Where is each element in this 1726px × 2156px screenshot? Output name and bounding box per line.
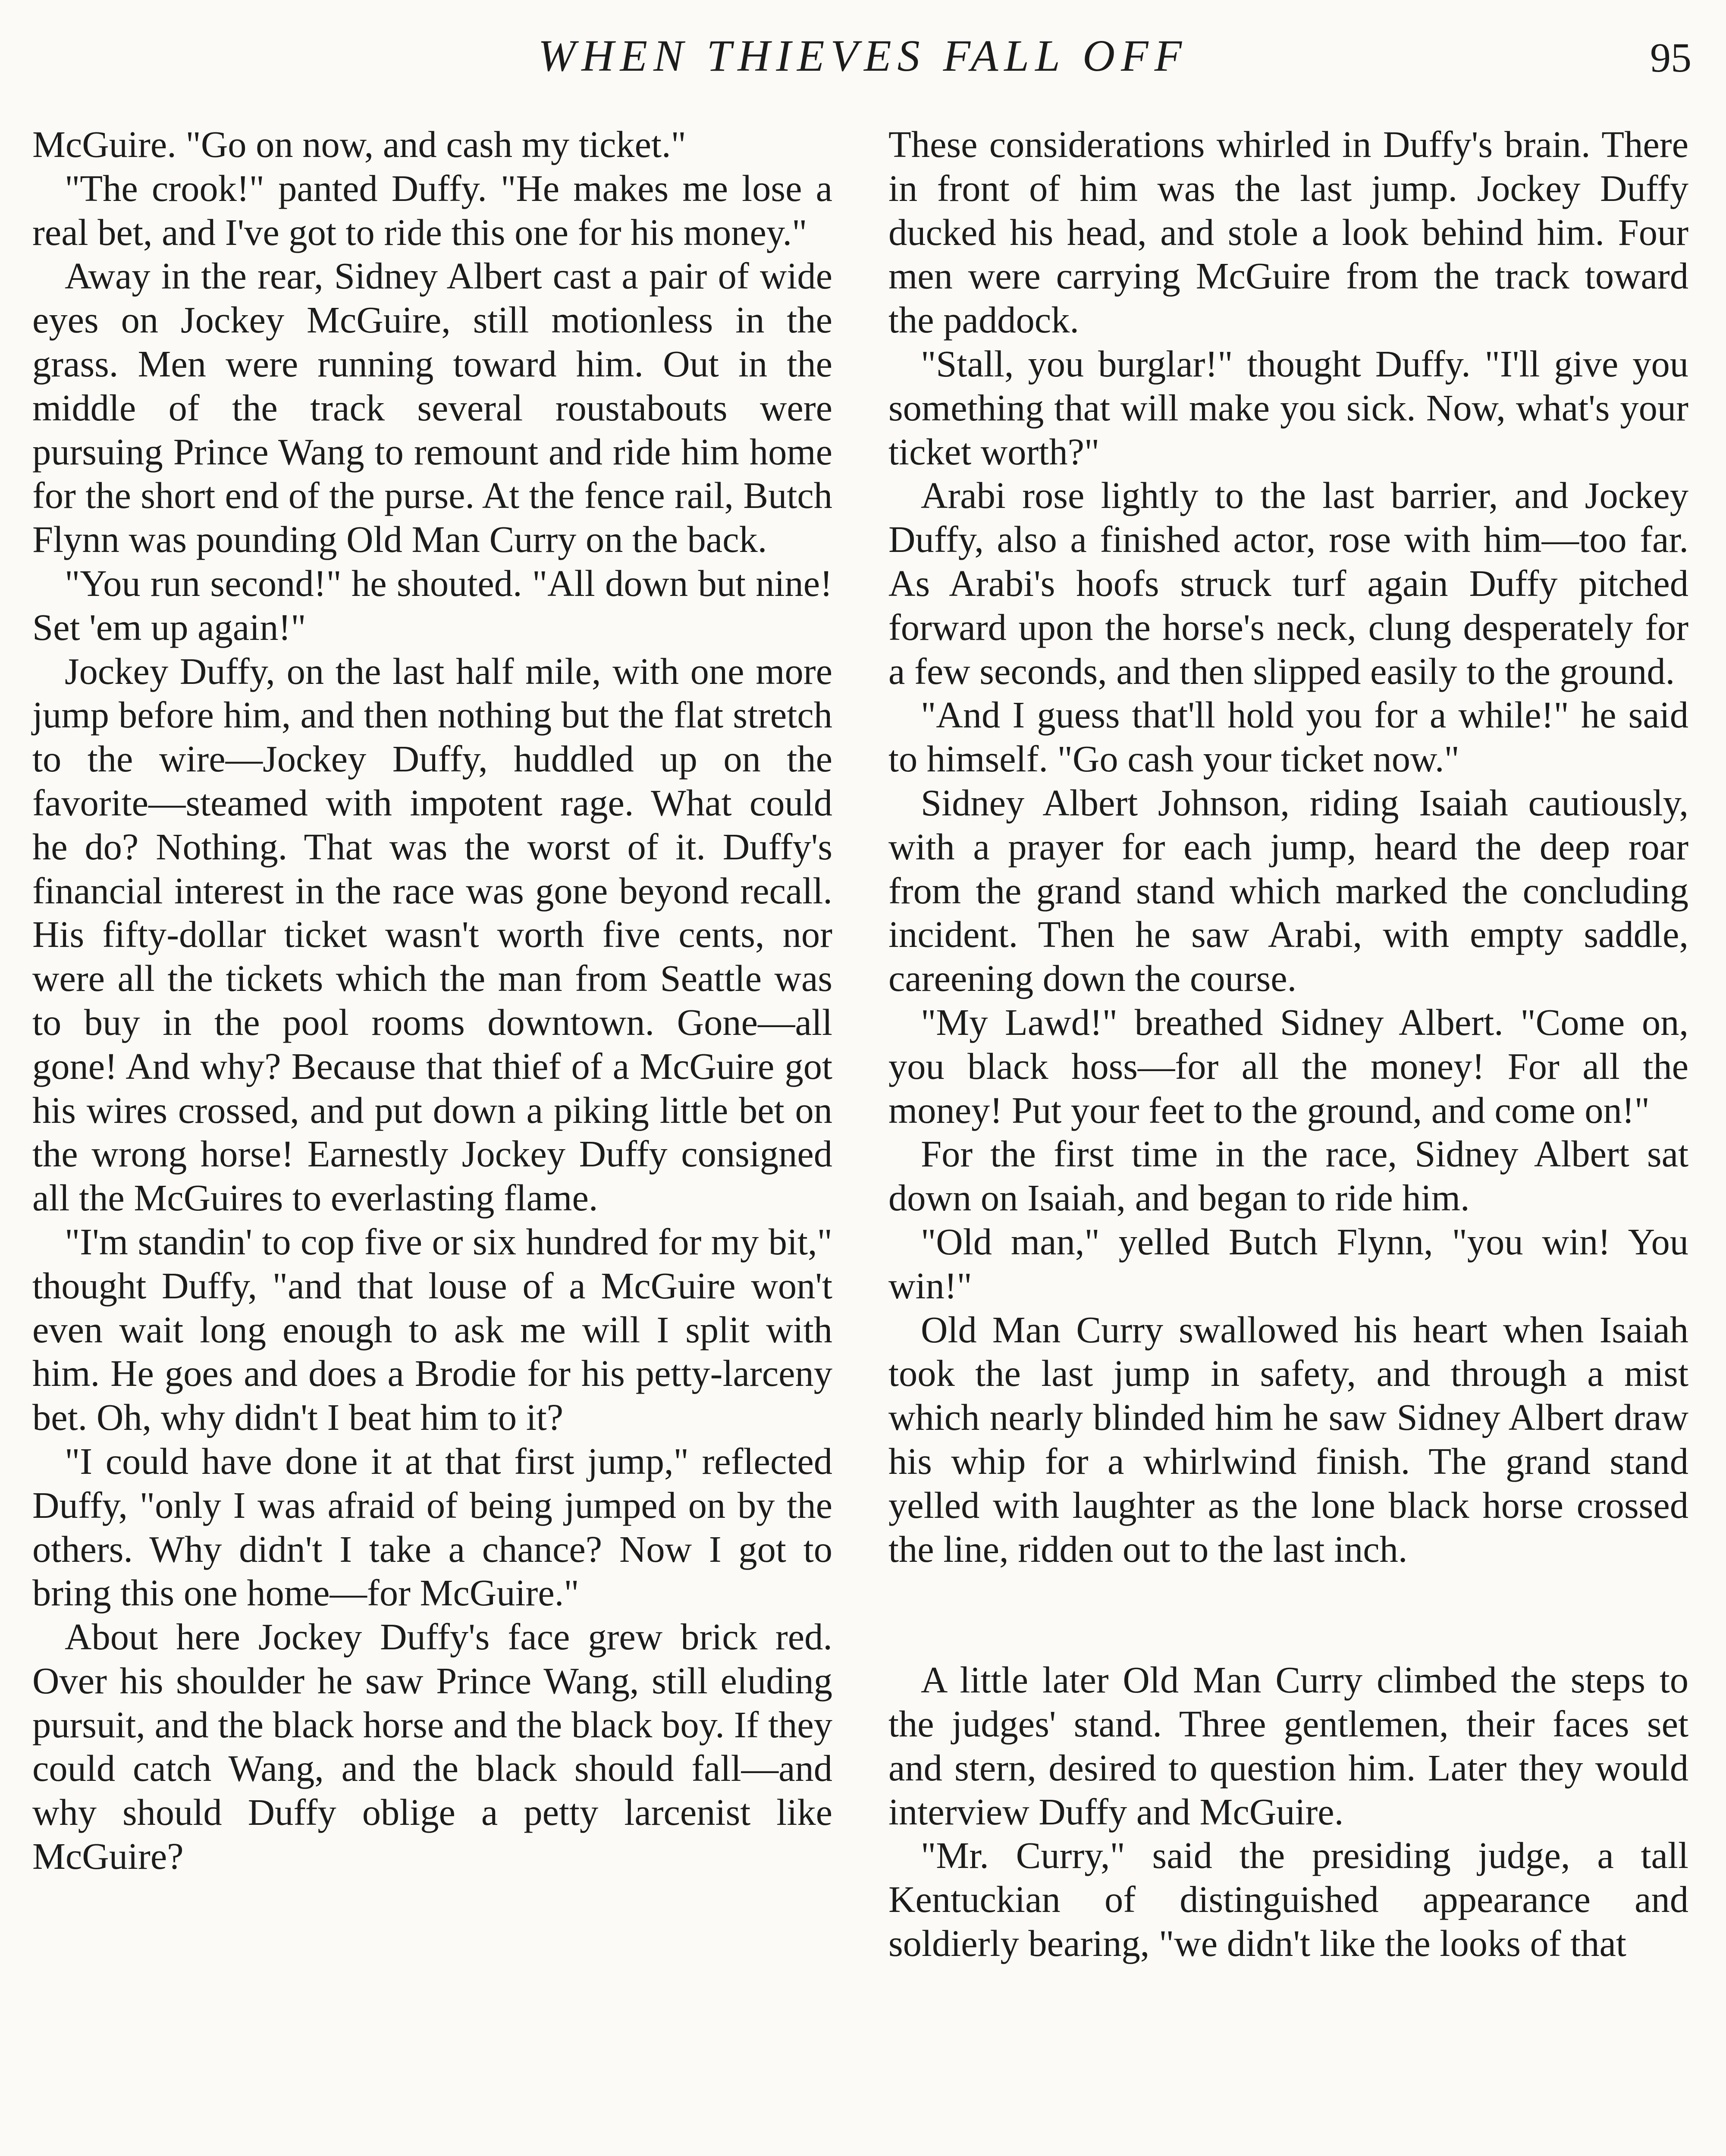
- paragraph: About here Jockey Duffy's face grew brick red. Over his shoulder he saw Prince Wang, still eluding pursuit, and the black horse and the black boy. If they could catch Wang, and the black should fall—and why should Duffy oblige a petty larcenist like McGuire?: [32, 1616, 832, 1877]
- paragraph: "Old man," yelled Butch Flynn, "you win! You win!": [888, 1221, 1688, 1307]
- paragraph: McGuire. "Go on now, and cash my ticket.": [32, 124, 686, 165]
- paragraph: "The crook!" panted Duffy. "He makes me lose a real bet, and I've got to ride this one for his money.": [32, 167, 832, 253]
- paragraph: "I could have done it at that first jump," reflected Duffy, "only I was afraid of being jumped on by the others. Why didn't I take a chance? Now I got to bring this one home—for McGuire.": [32, 1440, 832, 1614]
- page-number: 95: [1650, 34, 1691, 81]
- paragraph: A little later Old Man Curry climbed the steps to the judges' stand. Three gentlemen, their faces set and stern, desired to question him. Later they would interview Duffy and McGuire.: [888, 1659, 1688, 1833]
- paragraph: "You run second!" he shouted. "All down but nine! Set 'em up again!": [32, 562, 832, 648]
- running-title: WHEN THIEVES FALL OFF: [538, 31, 1188, 81]
- paragraph: "And I guess that'll hold you for a while!" he said to himself. "Go cash your ticket now.": [888, 694, 1688, 780]
- paragraph: Sidney Albert Johnson, riding Isaiah cautiously, with a prayer for each jump, heard the deep roar from the grand stand which marked the concluding incident. Then he saw Arabi, with empty saddle, careening down the course.: [888, 782, 1688, 1000]
- paragraph: Jockey Duffy, on the last half mile, with one more jump before him, and then nothing but the flat stretch to the wire—Jockey Duffy, huddled up on the favorite—steamed with impotent rage. What could he do? Nothing. That was the worst of it. Duffy's financial interest in the race was gone beyond recall. His fifty-dollar ticket wasn't worth five cents, nor were all the tickets which the man from Seattle was to buy in the pool rooms downtown. Gone—all gone! And why? Because that thief of a McGuire got his wires crossed, and put down a piking little bet on the wrong horse! Earnestly Jockey Duffy consigned all the McGuires to everlasting flame.: [32, 650, 832, 1219]
- paragraph: For the first time in the race, Sidney Albert sat down on Isaiah, and began to ride him.: [888, 1133, 1688, 1219]
- paragraph: "My Lawd!" breathed Sidney Albert. "Come on, you black hoss—for all the money! For all the money! Put your feet to the ground, and come on!": [888, 1001, 1688, 1131]
- paragraph: "Stall, you burglar!" thought Duffy. "I'll give you something that will make you sick. Now, what's your ticket worth?": [888, 343, 1688, 473]
- paragraph: Old Man Curry swallowed his heart when Isaiah took the last jump in safety, and through a mist which nearly blinded him he saw Sidney Albert draw his whip for a whirlwind finish. The grand stand yelled with laughter as the lone black horse crossed the line, ridden out to the last inch.: [888, 1309, 1688, 1570]
- paragraph: These considerations whirled in Duffy's brain. There in front of him was the last jump. Jockey Duffy ducked his head, and stole a look behind him. Four men were carrying McGuire from the track toward the paddock.: [888, 124, 1688, 341]
- left-column: [32, 123, 832, 1879]
- paragraph: "I'm standin' to cop five or six hundred for my bit," thought Duffy, "and that louse of a McGuire won't even wait long enough to ask me will I split with him. He goes and does a Brodie for his petty-larceny bet. Oh, why didn't I beat him to it?: [32, 1221, 832, 1438]
- paragraph: "Mr. Curry," said the presiding judge, a tall Kentuckian of distinguished appearance and soldierly bearing, "we didn't like the looks of that: [888, 1835, 1688, 1965]
- paragraph: Away in the rear, Sidney Albert cast a pair of wide eyes on Jockey McGuire, still motionless in the grass. Men were running toward him. Out in the middle of the track several roustabouts were pursuing Prince Wang to remount and ride him home for the short end of the purse. At the fence rail, Butch Flynn was pounding Old Man Curry on the back.: [32, 255, 832, 561]
- running-head: [0, 30, 1726, 95]
- right-column: [888, 123, 1688, 1966]
- paragraph: Arabi rose lightly to the last barrier, and Jockey Duffy, also a finished actor, rose with him—too far. As Arabi's hoofs struck turf again Duffy pitched forward upon the horse's neck, clung desperately for a few seconds, and then slipped easily to the ground.: [888, 475, 1688, 692]
